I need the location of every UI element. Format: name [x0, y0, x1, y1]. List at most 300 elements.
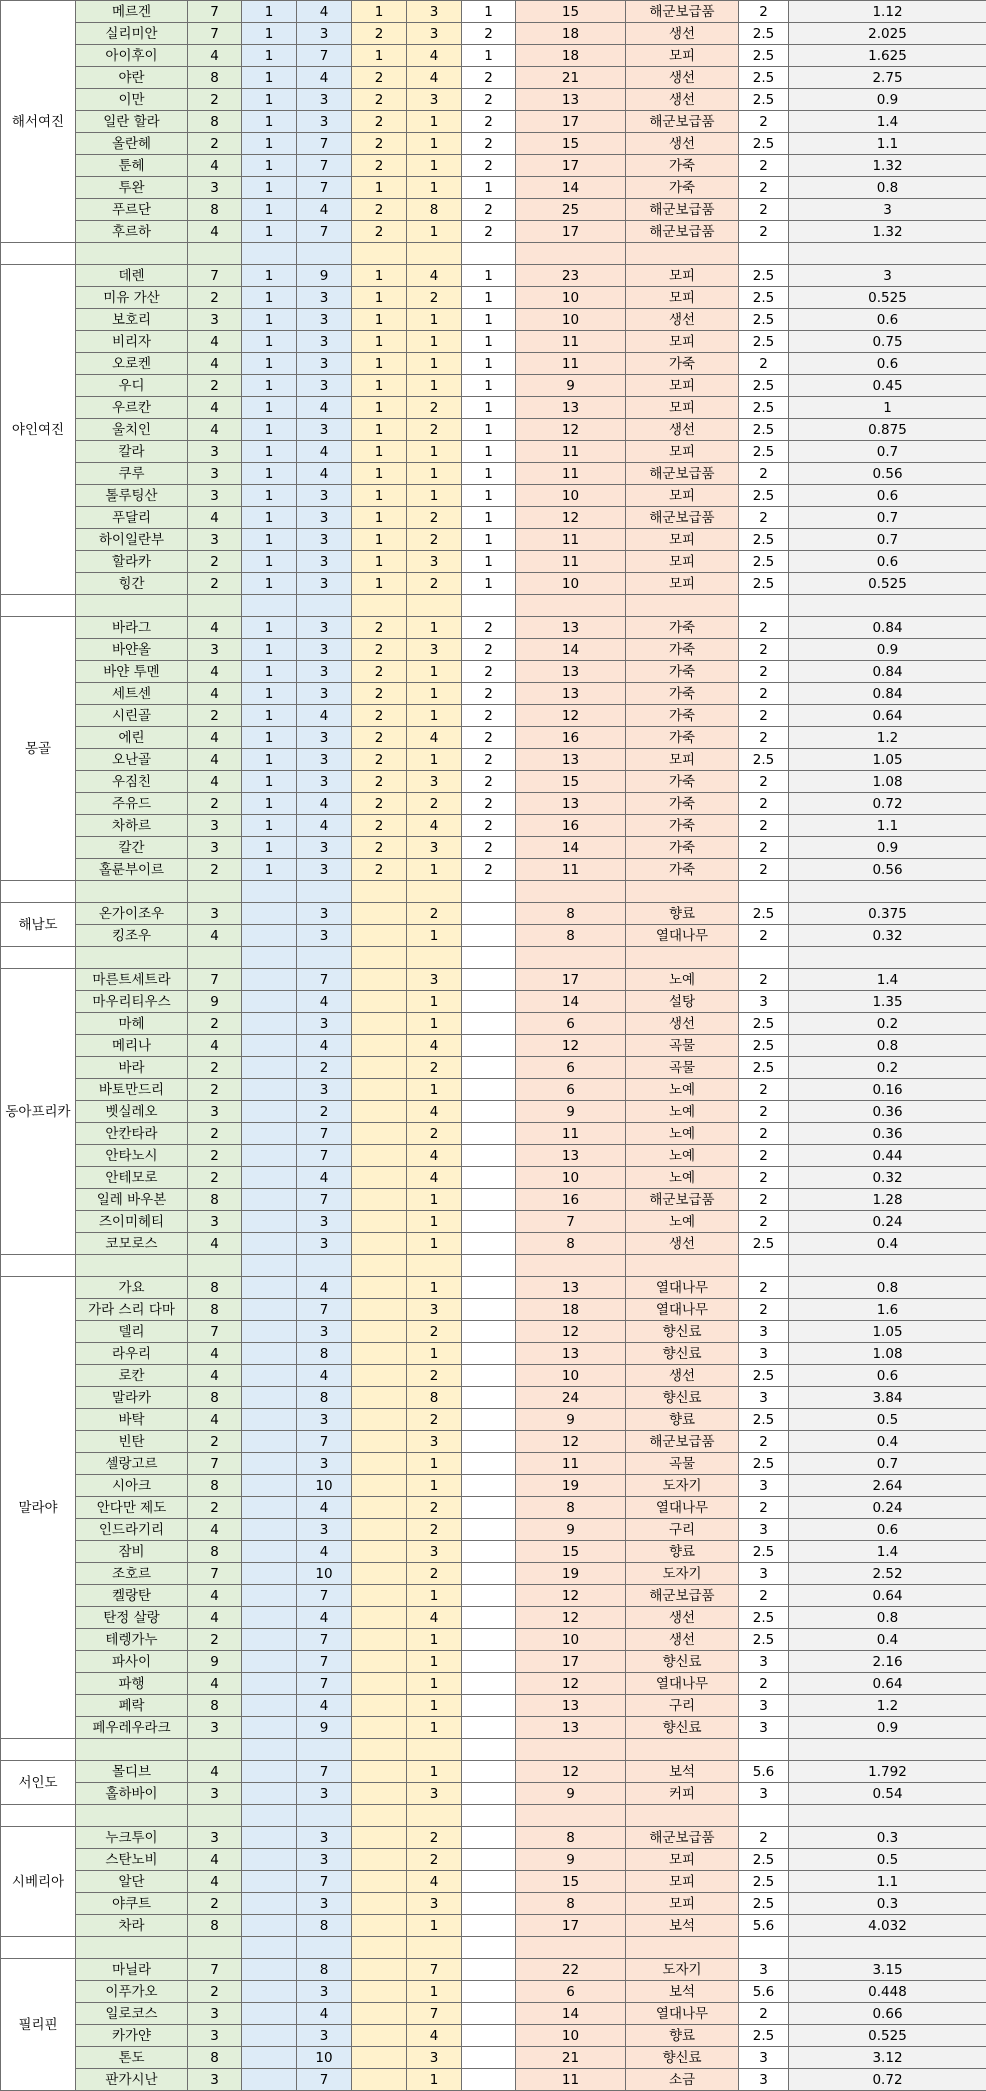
trade-good: 모피 — [626, 375, 739, 397]
trade-good: 열대나무 — [626, 1277, 739, 1299]
table-row — [1, 45, 986, 67]
value-f — [462, 1189, 516, 1211]
value-c: 3 — [297, 837, 352, 859]
income: 1.28 — [789, 1189, 986, 1211]
province-name: 우르칸 — [76, 397, 188, 419]
value-a: 8 — [188, 1277, 242, 1299]
province-name: 잠비 — [76, 1541, 188, 1563]
province-name: 카가얀 — [76, 2025, 188, 2047]
value-e: 1 — [407, 375, 462, 397]
value-d: 1 — [352, 265, 407, 287]
value-d — [352, 1321, 407, 1343]
value-b — [242, 1563, 297, 1585]
province-name: 바라 — [76, 1057, 188, 1079]
value-c: 4 — [297, 1277, 352, 1299]
province-name: 홀하바이 — [76, 1783, 188, 1805]
table-row — [1, 1717, 986, 1739]
value-f — [462, 2003, 516, 2025]
table-body — [1, 1, 986, 2091]
table-row — [1, 705, 986, 727]
total: 8 — [516, 1827, 626, 1849]
table-row — [1, 309, 986, 331]
good-price: 3 — [739, 1343, 789, 1365]
table-row — [1, 529, 986, 551]
table-row — [1, 859, 986, 881]
value-b — [242, 1321, 297, 1343]
value-a: 3 — [188, 1717, 242, 1739]
total: 15 — [516, 1871, 626, 1893]
value-b — [242, 1695, 297, 1717]
province-name: 세트센 — [76, 683, 188, 705]
value-c: 7 — [297, 221, 352, 243]
value-b: 1 — [242, 331, 297, 353]
table-row — [1, 89, 986, 111]
value-d: 1 — [352, 551, 407, 573]
value-a: 8 — [188, 1299, 242, 1321]
value-c: 3 — [297, 23, 352, 45]
value-e: 3 — [407, 23, 462, 45]
value-d — [352, 1585, 407, 1607]
trade-good: 가죽 — [626, 661, 739, 683]
table-row — [1, 397, 986, 419]
value-b: 1 — [242, 353, 297, 375]
value-c: 3 — [297, 2025, 352, 2047]
good-price: 2 — [739, 1189, 789, 1211]
value-a: 4 — [188, 617, 242, 639]
value-d: 2 — [352, 199, 407, 221]
good-price: 2 — [739, 1123, 789, 1145]
trade-good: 향료 — [626, 2025, 739, 2047]
table-row — [1, 1585, 986, 1607]
income: 1.1 — [789, 1871, 986, 1893]
value-d — [352, 1827, 407, 1849]
income: 0.6 — [789, 1519, 986, 1541]
value-f — [462, 1585, 516, 1607]
good-price: 2 — [739, 727, 789, 749]
good-price: 2 — [739, 1277, 789, 1299]
income: 0.525 — [789, 287, 986, 309]
value-c: 4 — [297, 463, 352, 485]
income: 0.7 — [789, 1453, 986, 1475]
trade-good: 생선 — [626, 1629, 739, 1651]
value-b — [242, 1387, 297, 1409]
table-row — [1, 2047, 986, 2069]
province-name: 데렌 — [76, 265, 188, 287]
good-price: 3 — [739, 1959, 789, 1981]
trade-good: 노예 — [626, 1211, 739, 1233]
value-c: 3 — [297, 287, 352, 309]
value-b: 1 — [242, 23, 297, 45]
income: 0.72 — [789, 793, 986, 815]
value-b — [242, 1453, 297, 1475]
value-b: 1 — [242, 45, 297, 67]
value-d — [352, 903, 407, 925]
spacer-row — [1, 881, 986, 903]
value-a: 2 — [188, 1145, 242, 1167]
income: 1.32 — [789, 221, 986, 243]
value-f — [462, 1497, 516, 1519]
table-row — [1, 1343, 986, 1365]
income: 0.84 — [789, 683, 986, 705]
value-e: 3 — [407, 1893, 462, 1915]
table-row — [1, 1519, 986, 1541]
value-f: 1 — [462, 177, 516, 199]
income: 0.64 — [789, 705, 986, 727]
table-row — [1, 111, 986, 133]
value-f: 2 — [462, 133, 516, 155]
income: 0.54 — [789, 1783, 986, 1805]
value-e: 8 — [407, 199, 462, 221]
province-name: 시아크 — [76, 1475, 188, 1497]
income: 0.56 — [789, 463, 986, 485]
value-b: 1 — [242, 529, 297, 551]
value-a: 7 — [188, 1321, 242, 1343]
value-a: 4 — [188, 155, 242, 177]
value-a: 4 — [188, 925, 242, 947]
value-f — [462, 1959, 516, 1981]
value-b — [242, 1717, 297, 1739]
total: 13 — [516, 1343, 626, 1365]
value-e: 1 — [407, 1277, 462, 1299]
total: 21 — [516, 67, 626, 89]
table-row — [1, 815, 986, 837]
total: 25 — [516, 199, 626, 221]
value-c: 4 — [297, 1035, 352, 1057]
total: 15 — [516, 1, 626, 23]
value-b: 1 — [242, 573, 297, 595]
trade-good: 향신료 — [626, 2047, 739, 2069]
trade-good: 설탕 — [626, 991, 739, 1013]
value-f: 2 — [462, 617, 516, 639]
trade-good: 향신료 — [626, 1387, 739, 1409]
value-b: 1 — [242, 617, 297, 639]
total: 15 — [516, 771, 626, 793]
value-c: 4 — [297, 397, 352, 419]
total: 9 — [516, 1519, 626, 1541]
table-row — [1, 1871, 986, 1893]
value-c: 8 — [297, 1959, 352, 1981]
value-f: 1 — [462, 287, 516, 309]
value-d: 1 — [352, 463, 407, 485]
value-d — [352, 1431, 407, 1453]
income: 0.4 — [789, 1431, 986, 1453]
income: 0.45 — [789, 375, 986, 397]
province-name: 몰디브 — [76, 1761, 188, 1783]
value-e: 7 — [407, 1959, 462, 1981]
good-price: 2 — [739, 177, 789, 199]
good-price: 2.5 — [739, 309, 789, 331]
good-price: 2 — [739, 221, 789, 243]
value-e: 1 — [407, 1585, 462, 1607]
good-price: 2 — [739, 771, 789, 793]
trade-good: 가죽 — [626, 859, 739, 881]
value-a: 4 — [188, 771, 242, 793]
value-b — [242, 2047, 297, 2069]
total: 12 — [516, 1035, 626, 1057]
value-e: 1 — [407, 309, 462, 331]
table-row — [1, 1475, 986, 1497]
income: 0.24 — [789, 1497, 986, 1519]
value-a: 8 — [188, 1475, 242, 1497]
value-f: 2 — [462, 727, 516, 749]
value-c: 3 — [297, 111, 352, 133]
value-a: 7 — [188, 969, 242, 991]
income: 0.36 — [789, 1101, 986, 1123]
province-name: 메리나 — [76, 1035, 188, 1057]
good-price: 2 — [739, 639, 789, 661]
value-c: 7 — [297, 1123, 352, 1145]
trade-good: 모피 — [626, 287, 739, 309]
income: 1.2 — [789, 727, 986, 749]
value-d — [352, 1057, 407, 1079]
income: 1.12 — [789, 1, 986, 23]
value-e: 3 — [407, 771, 462, 793]
income: 0.448 — [789, 1981, 986, 2003]
table-row — [1, 925, 986, 947]
value-d: 2 — [352, 89, 407, 111]
table-row — [1, 793, 986, 815]
total: 6 — [516, 1013, 626, 1035]
value-e: 3 — [407, 969, 462, 991]
total: 14 — [516, 991, 626, 1013]
value-d: 2 — [352, 617, 407, 639]
value-e: 2 — [407, 903, 462, 925]
value-d: 1 — [352, 419, 407, 441]
income: 2.75 — [789, 67, 986, 89]
value-c: 7 — [297, 1431, 352, 1453]
value-a: 2 — [188, 1079, 242, 1101]
value-a: 7 — [188, 1959, 242, 1981]
value-f — [462, 1783, 516, 1805]
total: 12 — [516, 1607, 626, 1629]
table-row — [1, 1299, 986, 1321]
trade-good: 가죽 — [626, 353, 739, 375]
value-f — [462, 1695, 516, 1717]
trade-good: 가죽 — [626, 793, 739, 815]
value-c: 3 — [297, 375, 352, 397]
table-row — [1, 67, 986, 89]
income: 0.4 — [789, 1233, 986, 1255]
total: 11 — [516, 551, 626, 573]
value-a: 4 — [188, 1035, 242, 1057]
table-row — [1, 1145, 986, 1167]
value-b — [242, 1827, 297, 1849]
value-d: 2 — [352, 111, 407, 133]
value-f — [462, 1827, 516, 1849]
value-e: 8 — [407, 1387, 462, 1409]
value-b: 1 — [242, 485, 297, 507]
table-row — [1, 155, 986, 177]
value-d — [352, 1211, 407, 1233]
value-e: 1 — [407, 155, 462, 177]
value-a: 3 — [188, 463, 242, 485]
income: 1.2 — [789, 1695, 986, 1717]
income: 0.875 — [789, 419, 986, 441]
table-row — [1, 1101, 986, 1123]
value-b: 1 — [242, 815, 297, 837]
value-c: 3 — [297, 1893, 352, 1915]
value-b — [242, 1057, 297, 1079]
value-b: 1 — [242, 727, 297, 749]
value-b: 1 — [242, 67, 297, 89]
table-row — [1, 221, 986, 243]
trade-good: 노예 — [626, 1123, 739, 1145]
province-name: 쿠루 — [76, 463, 188, 485]
value-c: 3 — [297, 551, 352, 573]
province-name: 판가시난 — [76, 2069, 188, 2091]
total: 10 — [516, 1629, 626, 1651]
province-name: 차하르 — [76, 815, 188, 837]
table-row — [1, 1387, 986, 1409]
value-c: 3 — [297, 353, 352, 375]
value-f: 2 — [462, 639, 516, 661]
value-d: 1 — [352, 485, 407, 507]
region-label: 해남도 — [1, 903, 76, 947]
value-d: 2 — [352, 133, 407, 155]
total: 13 — [516, 683, 626, 705]
good-price: 2.5 — [739, 749, 789, 771]
value-c: 10 — [297, 1563, 352, 1585]
value-e: 2 — [407, 1365, 462, 1387]
table-row — [1, 1233, 986, 1255]
province-name: 일레 바우본 — [76, 1189, 188, 1211]
total: 8 — [516, 1497, 626, 1519]
value-f — [462, 1915, 516, 1937]
good-price: 2.5 — [739, 397, 789, 419]
province-name: 칼라 — [76, 441, 188, 463]
good-price: 2 — [739, 1211, 789, 1233]
province-name: 델리 — [76, 1321, 188, 1343]
total: 11 — [516, 1123, 626, 1145]
province-name: 누크투이 — [76, 1827, 188, 1849]
income: 2.025 — [789, 23, 986, 45]
good-price: 2 — [739, 1299, 789, 1321]
value-e: 1 — [407, 1013, 462, 1035]
province-name: 울치인 — [76, 419, 188, 441]
province-name: 파사이 — [76, 1651, 188, 1673]
value-a: 2 — [188, 1123, 242, 1145]
value-f — [462, 1673, 516, 1695]
value-b: 1 — [242, 683, 297, 705]
value-b — [242, 1233, 297, 1255]
trade-good: 향신료 — [626, 1717, 739, 1739]
value-b: 1 — [242, 1, 297, 23]
value-b: 1 — [242, 507, 297, 529]
total: 22 — [516, 1959, 626, 1981]
good-price: 2 — [739, 155, 789, 177]
income: 1.625 — [789, 45, 986, 67]
trade-good: 모피 — [626, 749, 739, 771]
value-b: 1 — [242, 199, 297, 221]
value-a: 2 — [188, 573, 242, 595]
value-d — [352, 1541, 407, 1563]
value-f — [462, 1651, 516, 1673]
table-row — [1, 1, 986, 23]
province-name: 시린골 — [76, 705, 188, 727]
table-row — [1, 331, 986, 353]
region-label: 동아프리카 — [1, 969, 76, 1255]
value-a: 4 — [188, 1365, 242, 1387]
value-f: 2 — [462, 23, 516, 45]
value-e: 2 — [407, 1321, 462, 1343]
value-e: 2 — [407, 419, 462, 441]
table-row — [1, 771, 986, 793]
table-row — [1, 441, 986, 463]
value-c: 3 — [297, 771, 352, 793]
value-b: 1 — [242, 441, 297, 463]
income: 0.7 — [789, 507, 986, 529]
total: 14 — [516, 177, 626, 199]
value-f — [462, 1519, 516, 1541]
total: 7 — [516, 1211, 626, 1233]
spacer-row — [1, 243, 986, 265]
good-price: 2 — [739, 1673, 789, 1695]
trade-good: 해군보급품 — [626, 1827, 739, 1849]
trade-good: 열대나무 — [626, 1299, 739, 1321]
table-row — [1, 1167, 986, 1189]
income: 0.32 — [789, 925, 986, 947]
value-a: 3 — [188, 1101, 242, 1123]
value-e: 2 — [407, 507, 462, 529]
income: 0.6 — [789, 1365, 986, 1387]
value-a: 2 — [188, 1167, 242, 1189]
total: 10 — [516, 485, 626, 507]
value-b: 1 — [242, 375, 297, 397]
value-e: 2 — [407, 287, 462, 309]
value-d: 2 — [352, 683, 407, 705]
province-name: 바토만드리 — [76, 1079, 188, 1101]
good-price: 2.5 — [739, 1365, 789, 1387]
value-f — [462, 1233, 516, 1255]
value-c: 3 — [297, 617, 352, 639]
value-d — [352, 991, 407, 1013]
good-price: 3 — [739, 1651, 789, 1673]
value-f — [462, 1387, 516, 1409]
value-f: 2 — [462, 155, 516, 177]
value-a: 2 — [188, 1057, 242, 1079]
trade-good: 해군보급품 — [626, 111, 739, 133]
value-a: 2 — [188, 551, 242, 573]
value-d — [352, 1277, 407, 1299]
value-f — [462, 1167, 516, 1189]
trade-good: 모피 — [626, 1871, 739, 1893]
value-f: 1 — [462, 353, 516, 375]
value-b — [242, 1893, 297, 1915]
income: 0.9 — [789, 89, 986, 111]
table-row — [1, 639, 986, 661]
value-a: 3 — [188, 639, 242, 661]
table-row — [1, 2025, 986, 2047]
province-name: 마닐라 — [76, 1959, 188, 1981]
income: 0.9 — [789, 837, 986, 859]
value-e: 1 — [407, 1453, 462, 1475]
total: 9 — [516, 1101, 626, 1123]
trade-good: 가죽 — [626, 639, 739, 661]
trade-good: 가죽 — [626, 771, 739, 793]
value-f — [462, 1057, 516, 1079]
good-price: 2.5 — [739, 1233, 789, 1255]
trade-good: 생선 — [626, 309, 739, 331]
value-f — [462, 1629, 516, 1651]
table-row — [1, 265, 986, 287]
total: 6 — [516, 1057, 626, 1079]
income: 0.6 — [789, 309, 986, 331]
value-a: 2 — [188, 705, 242, 727]
value-d — [352, 1145, 407, 1167]
good-price: 3 — [739, 1717, 789, 1739]
value-e: 1 — [407, 1343, 462, 1365]
value-d — [352, 1365, 407, 1387]
